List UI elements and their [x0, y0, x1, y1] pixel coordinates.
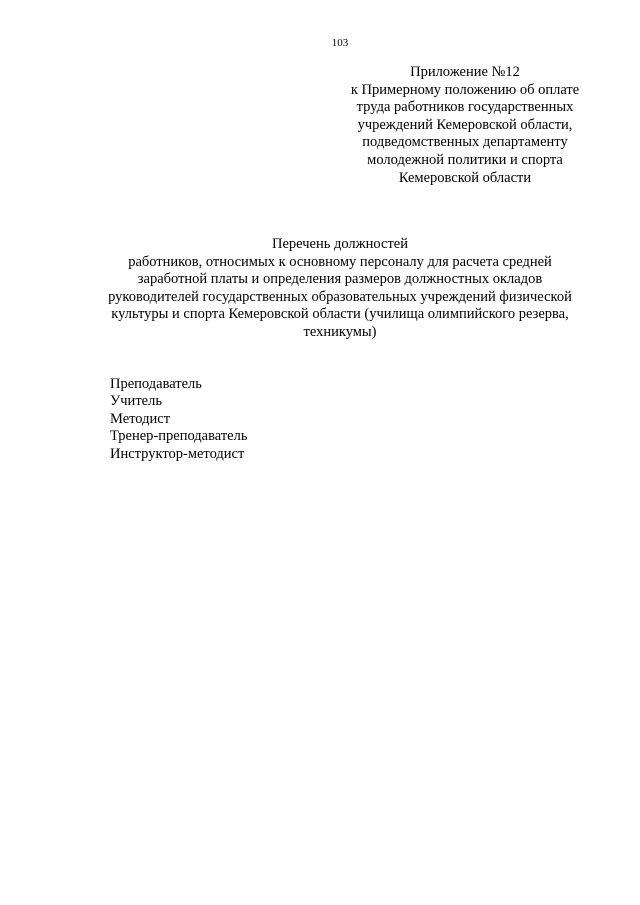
list-item: Инструктор-методист [110, 445, 245, 462]
page-number: 103 [331, 37, 349, 49]
list-item: Тренер-преподаватель [110, 428, 248, 445]
document-title [60, 236, 620, 342]
list-item: Преподаватель [110, 376, 202, 392]
title-line: техникумы) [303, 323, 377, 340]
appendix-line: учреждений Кемеровской области, [357, 116, 573, 133]
title-heading: Перечень должностей [272, 236, 408, 252]
list-item: Методист [110, 410, 171, 427]
title-line: заработной платы и определения размеров должностных окладов [137, 271, 543, 288]
appendix-line: к Примерному положению об оплате [350, 81, 580, 98]
title-line: руководителей государственных образовательных учреждений физической [108, 288, 572, 305]
list-item: Учитель [110, 393, 162, 410]
appendix-header [325, 64, 605, 187]
appendix-title: Приложение №12 [410, 64, 520, 80]
positions-list [110, 376, 510, 463]
title-line: работников, относимых к основному персоналу для расчета средней [128, 253, 552, 270]
appendix-line: подведомственных департаменту [362, 134, 568, 151]
title-line: культуры и спорта Кемеровской области (училища олимпийского резерва, [111, 306, 569, 323]
appendix-line: молодежной политики и спорта [367, 151, 563, 168]
appendix-line: труда работников государственных [356, 99, 574, 116]
appendix-line: Кемеровской области [398, 169, 532, 186]
